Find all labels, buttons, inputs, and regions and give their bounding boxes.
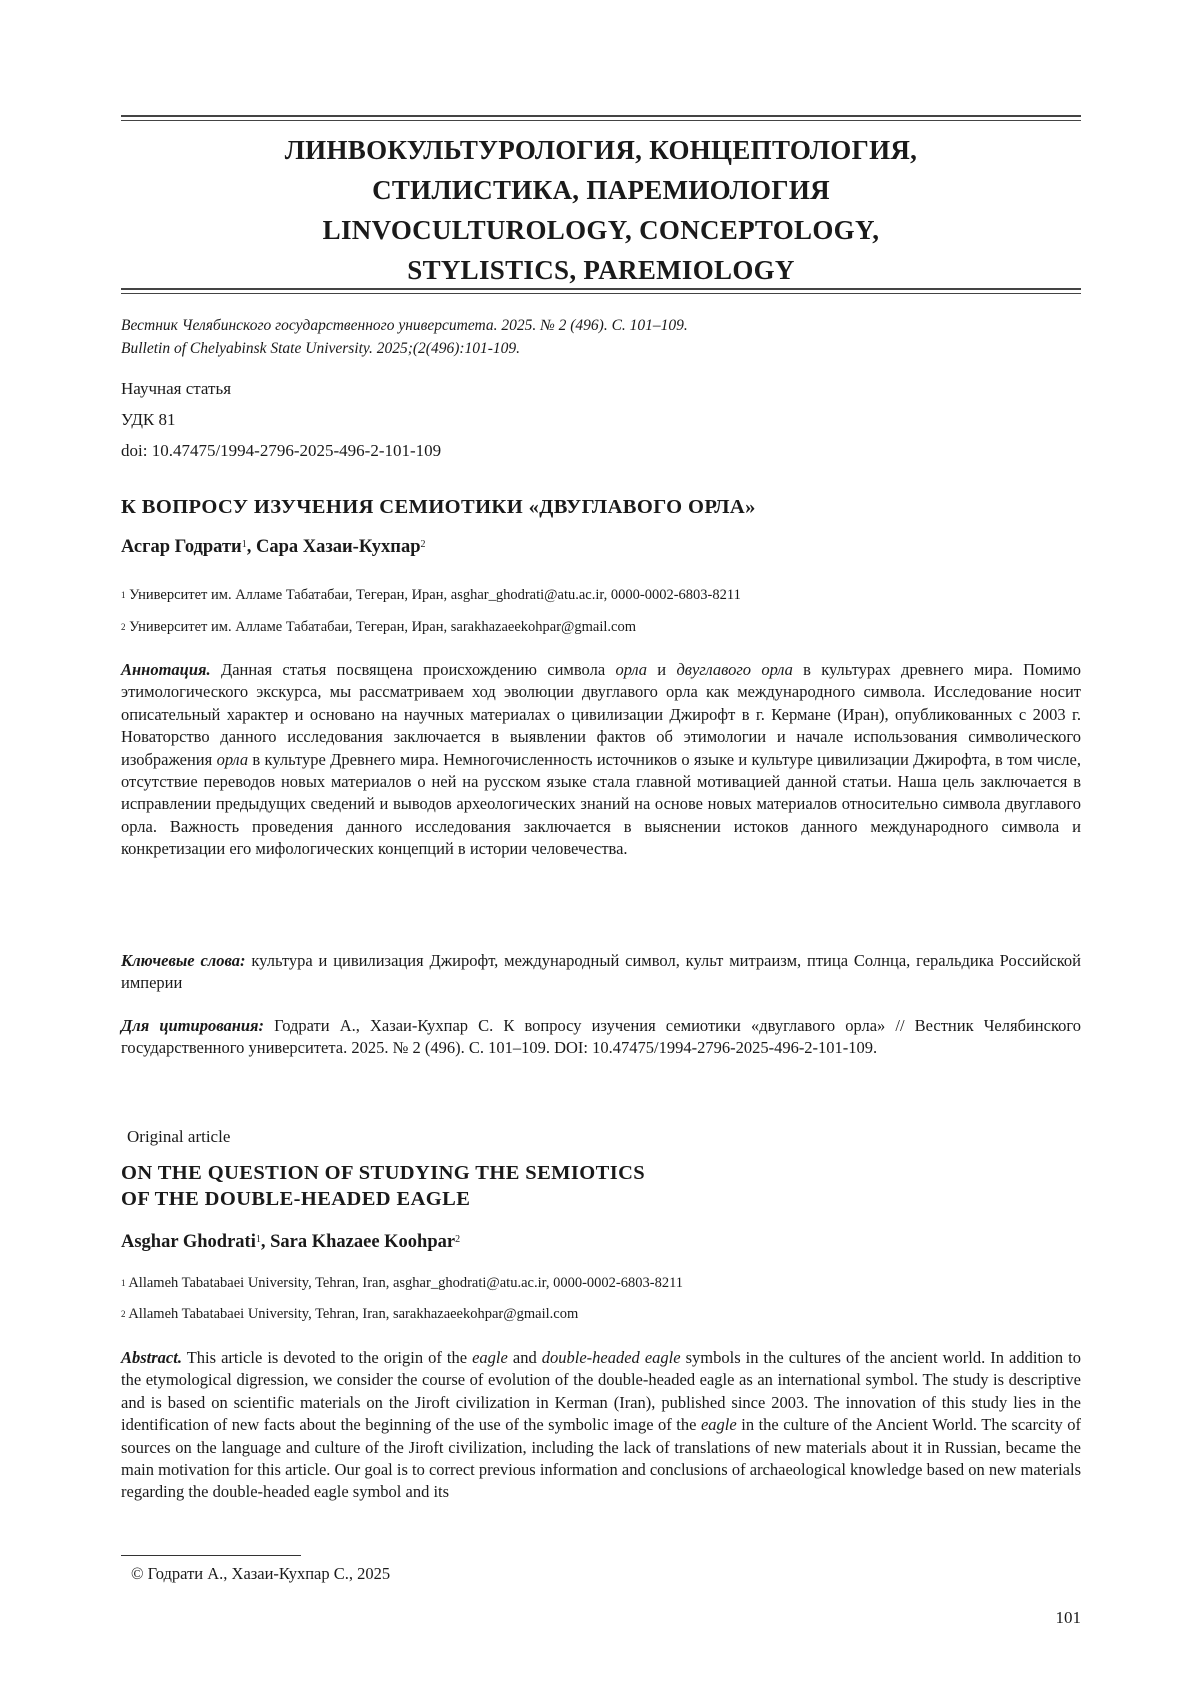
- abstract-text: в культурах древнего мира. Помимо этимологического экскурса, мы рассматриваем ход эволюции двуглавого орла как международного символа. Исследование носит описательный характер и основано на научных материалах о цивилизации Джирофт в г. Кермане (Иран), опубликованных с 2003 г. Новаторство данного исследования заключается в выявлении фактов об этимологии и начале использования символического изображения: [121, 660, 1081, 769]
- abstract-text: Данная статья посвящена происхождению символа: [210, 660, 616, 679]
- article-title-line: OF THE DOUBLE-HEADED EAGLE: [121, 1188, 471, 1210]
- article-meta: [121, 373, 441, 466]
- author-affiliation-marker: 1: [241, 539, 247, 550]
- header-rule-top: [121, 115, 1081, 121]
- author-separator: ,: [260, 1232, 271, 1252]
- abstract-emphasis: орла: [615, 660, 647, 679]
- affiliation-en-1: [121, 1272, 683, 1294]
- abstract-text: и: [646, 660, 677, 679]
- authors-en: [121, 1230, 460, 1254]
- abstract-ru: [121, 659, 1081, 861]
- udc-code: УДК 81: [121, 410, 176, 429]
- author-name: Асгар Годрати: [121, 537, 242, 557]
- citation-text: Годрати А., Хазаи-Кухпар С. К вопросу изучения семиотики «двуглавого орла» // Вестник Челябинского государственного университета. 2025. № 2 (496). С. 101–109. DOI: 10.47475/1994-2796-2025-496-2-101-109.: [121, 1016, 1081, 1058]
- doi: doi: 10.47475/1994-2796-2025-496-2-101-109: [121, 441, 442, 460]
- article-title-line: ON THE QUESTION OF STUDYING THE SEMIOTICS: [121, 1162, 646, 1184]
- affiliation-marker: 1: [121, 1278, 126, 1288]
- abstract-emphasis: eagle: [700, 1415, 737, 1435]
- article-title-en: [121, 1160, 821, 1212]
- abstract-text: and: [507, 1348, 542, 1367]
- abstract-emphasis: орла: [216, 749, 249, 769]
- footnote-divider: [121, 1555, 301, 1556]
- affiliation-text: Allameh Tabatabaei University, Tehran, Iran, asghar_ghodrati@atu.ac.ir, 0000-0002-6803-8211: [128, 1275, 684, 1291]
- journal-reference-en: Bulletin of Chelyabinsk State University. 2025;(2(496):101-109.: [121, 340, 521, 357]
- abstract-text: in the culture of the Ancient World. The scarcity of sources on the language and culture of the Jiroft civilization, including the lack of translations of new materials about it in Russian, became the main motivation for this article. Our goal is to correct previous information and conclusions of archaeological knowledge based on new materials regarding the double-headed eagle symbol and its: [121, 1415, 1081, 1502]
- citation-ru: [121, 1015, 1081, 1060]
- page-number: 101: [1055, 1608, 1081, 1627]
- abstract-label: Аннотация.: [121, 660, 211, 679]
- abstract-label: Abstract.: [121, 1348, 182, 1367]
- author-name: Asghar Ghodrati: [121, 1232, 256, 1252]
- author-name: Сара Хазаи-Кухпар: [255, 537, 421, 557]
- keywords-label: Ключевые слова:: [121, 951, 246, 970]
- header-rule-bottom: [121, 288, 1081, 294]
- article-title-ru: К ВОПРОСУ ИЗУЧЕНИЯ СЕМИОТИКИ «ДВУГЛАВОГО ОРЛА»: [121, 496, 756, 518]
- abstract-en: [121, 1347, 1081, 1504]
- original-article-label: Original article: [127, 1127, 231, 1146]
- section-title-line: ЛИНВОКУЛЬТУРОЛОГИЯ, КОНЦЕПТОЛОГИЯ,: [284, 135, 918, 165]
- affiliation-marker: 2: [121, 1309, 126, 1319]
- affiliation-ru-1: [121, 584, 741, 606]
- keywords-text: культура и цивилизация Джирофт, международный символ, культ митраизм, птица Солнца, геральдика Российской империи: [121, 951, 1081, 993]
- affiliation-text: Университет им. Алламе Табатабаи, Тегеран, Иран, asghar_ghodrati@atu.ac.ir, 0000-0002-6803-8211: [129, 587, 741, 603]
- citation-label: Для цитирования:: [121, 1016, 265, 1035]
- author-affiliation-marker: 1: [255, 1234, 261, 1245]
- abstract-text: symbols in the cultures of the ancient world. In addition to the etymological digression, we consider the course of evolution of the double-headed eagle as an international symbol. The study is descriptive and is based on scientific materials on the Jiroft civilization in Kerman (Iran), published since 2003. The innovation of this study lies in the identification of new facts about the beginning of the use of the symbolic image of the: [121, 1348, 1082, 1435]
- journal-page: [121, 0, 1081, 1697]
- affiliation-text: Allameh Tabatabaei University, Tehran, Iran, sarakhazaeekohpar@gmail.com: [128, 1306, 579, 1322]
- author-name: Sara Khazaee Koohpar: [270, 1232, 456, 1252]
- copyright-notice: © Годрати А., Хазаи-Кухпар С., 2025: [131, 1564, 391, 1583]
- affiliation-ru-2: [121, 616, 636, 638]
- abstract-text: This article is devoted to the origin of the: [181, 1348, 473, 1367]
- author-affiliation-marker: 2: [455, 1234, 461, 1245]
- abstract-text: в культуре Древнего мира. Немногочисленность источников о языке и культуре цивилизации Джирофта, в том числе, отсутствие переводов новых материалов о ней на русском языке стала главной мотивацией данной статьи. Наша цель заключается в исправлении предыдущих сведений и выводов археологических знаний на основе новых материалов относительно символа двуглавого орла. Важность проведения данного исследования заключается в выяснении истоков данного международного символа и конкретизации его мифологических концепций в истории человечества.: [121, 749, 1081, 859]
- affiliation-en-2: [121, 1303, 578, 1325]
- abstract-emphasis: двуглавого орла: [676, 660, 793, 679]
- section-title-line: СТИЛИСТИКА, ПАРЕМИОЛОГИЯ: [372, 175, 830, 205]
- keywords-ru: [121, 950, 1081, 995]
- author-separator: ,: [246, 537, 256, 557]
- section-title-line: STYLISTICS, PAREMIOLOGY: [407, 255, 795, 285]
- section-title: [121, 130, 1081, 290]
- affiliation-marker: 1: [121, 590, 126, 600]
- abstract-emphasis: eagle: [472, 1348, 508, 1367]
- section-title-line: LINVOCULTUROLOGY, CONCEPTOLOGY,: [322, 215, 880, 245]
- affiliation-marker: 2: [121, 622, 126, 632]
- abstract-emphasis: double-headed eagle: [541, 1348, 681, 1367]
- article-type: Научная статья: [121, 379, 232, 398]
- journal-reference: [121, 314, 688, 360]
- journal-reference-ru: Вестник Челябинского государственного университета. 2025. № 2 (496). С. 101–109.: [121, 317, 688, 334]
- authors-ru: [121, 535, 426, 559]
- author-affiliation-marker: 2: [420, 539, 426, 550]
- affiliation-text: Университет им. Алламе Табатабаи, Тегеран, Иран, sarakhazaeekohpar@gmail.com: [129, 619, 637, 635]
